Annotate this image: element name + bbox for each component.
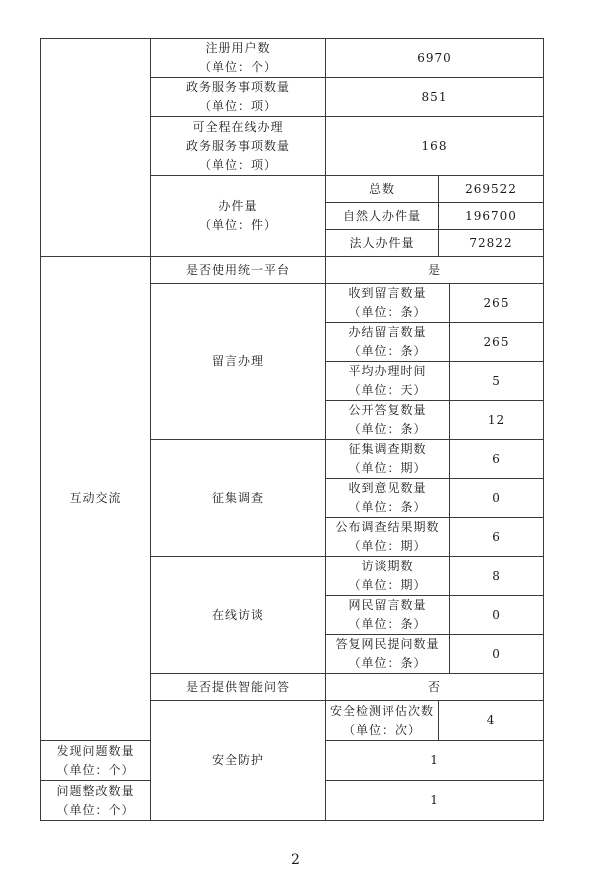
- interview-periods-value: 8: [450, 557, 544, 596]
- smart-qa-label: 是否提供智能问答: [151, 674, 326, 701]
- table-row: [41, 257, 544, 284]
- cases-legal-value: 72822: [439, 230, 544, 257]
- smart-qa-value: 否: [326, 674, 544, 701]
- security-section-label: 安全防护: [151, 701, 326, 821]
- issues-found-value: 1: [326, 741, 544, 781]
- service-items-label: 政务服务事项数量 （单位：项）: [151, 78, 326, 117]
- messages-closed-value: 265: [450, 323, 544, 362]
- issues-found-label: 发现问题数量 （单位：个）: [41, 741, 151, 781]
- messages-received-label: 收到留言数量 （单位：条）: [326, 284, 450, 323]
- survey-results-value: 6: [450, 518, 544, 557]
- messages-public-reply-label: 公开答复数量 （单位：条）: [326, 401, 450, 440]
- unified-platform-value: 是: [326, 257, 544, 284]
- messages-received-value: 265: [450, 284, 544, 323]
- survey-group-label: 征集调查: [151, 440, 326, 557]
- survey-periods-label: 征集调查期数 （单位：期）: [326, 440, 450, 479]
- interview-periods-label: 访谈期数 （单位：期）: [326, 557, 450, 596]
- table-row: [41, 39, 544, 78]
- unified-platform-label: 是否使用统一平台: [151, 257, 326, 284]
- online-items-value: 168: [326, 117, 544, 176]
- interview-messages-value: 0: [450, 596, 544, 635]
- survey-results-label: 公布调查结果期数 （单位：期）: [326, 518, 450, 557]
- survey-opinions-label: 收到意见数量 （单位：条）: [326, 479, 450, 518]
- security-checks-label: 安全检测评估次数 （单位：次）: [326, 701, 439, 741]
- registered-users-label: 注册用户数 （单位：个）: [151, 39, 326, 78]
- issues-fixed-label: 问题整改数量 （单位：个）: [41, 781, 151, 821]
- page-number: 2: [291, 852, 300, 868]
- interview-group-label: 在线访谈: [151, 557, 326, 674]
- cases-natural-value: 196700: [439, 203, 544, 230]
- security-checks-value: 4: [439, 701, 544, 741]
- cases-natural-label: 自然人办件量: [326, 203, 439, 230]
- interview-messages-label: 网民留言数量 （单位：条）: [326, 596, 450, 635]
- cases-label: 办件量 （单位：件）: [151, 176, 326, 257]
- messages-avg-time-label: 平均办理时间 （单位：天）: [326, 362, 450, 401]
- online-items-label: 可全程在线办理 政务服务事项数量 （单位：项）: [151, 117, 326, 176]
- interview-replies-label: 答复网民提问数量 （单位：条）: [326, 635, 450, 674]
- survey-periods-value: 6: [450, 440, 544, 479]
- messages-group-label: 留言办理: [151, 284, 326, 440]
- messages-avg-time-value: 5: [450, 362, 544, 401]
- section-blank-cell: [41, 39, 151, 257]
- cases-total-value: 269522: [439, 176, 544, 203]
- cases-legal-label: 法人办件量: [326, 230, 439, 257]
- interview-replies-value: 0: [450, 635, 544, 674]
- survey-opinions-value: 0: [450, 479, 544, 518]
- statistics-table: [40, 38, 544, 821]
- messages-public-reply-value: 12: [450, 401, 544, 440]
- registered-users-value: 6970: [326, 39, 544, 78]
- messages-closed-label: 办结留言数量 （单位：条）: [326, 323, 450, 362]
- issues-fixed-value: 1: [326, 781, 544, 821]
- service-items-value: 851: [326, 78, 544, 117]
- cases-total-label: 总数: [326, 176, 439, 203]
- interaction-section-label: 互动交流: [41, 257, 151, 741]
